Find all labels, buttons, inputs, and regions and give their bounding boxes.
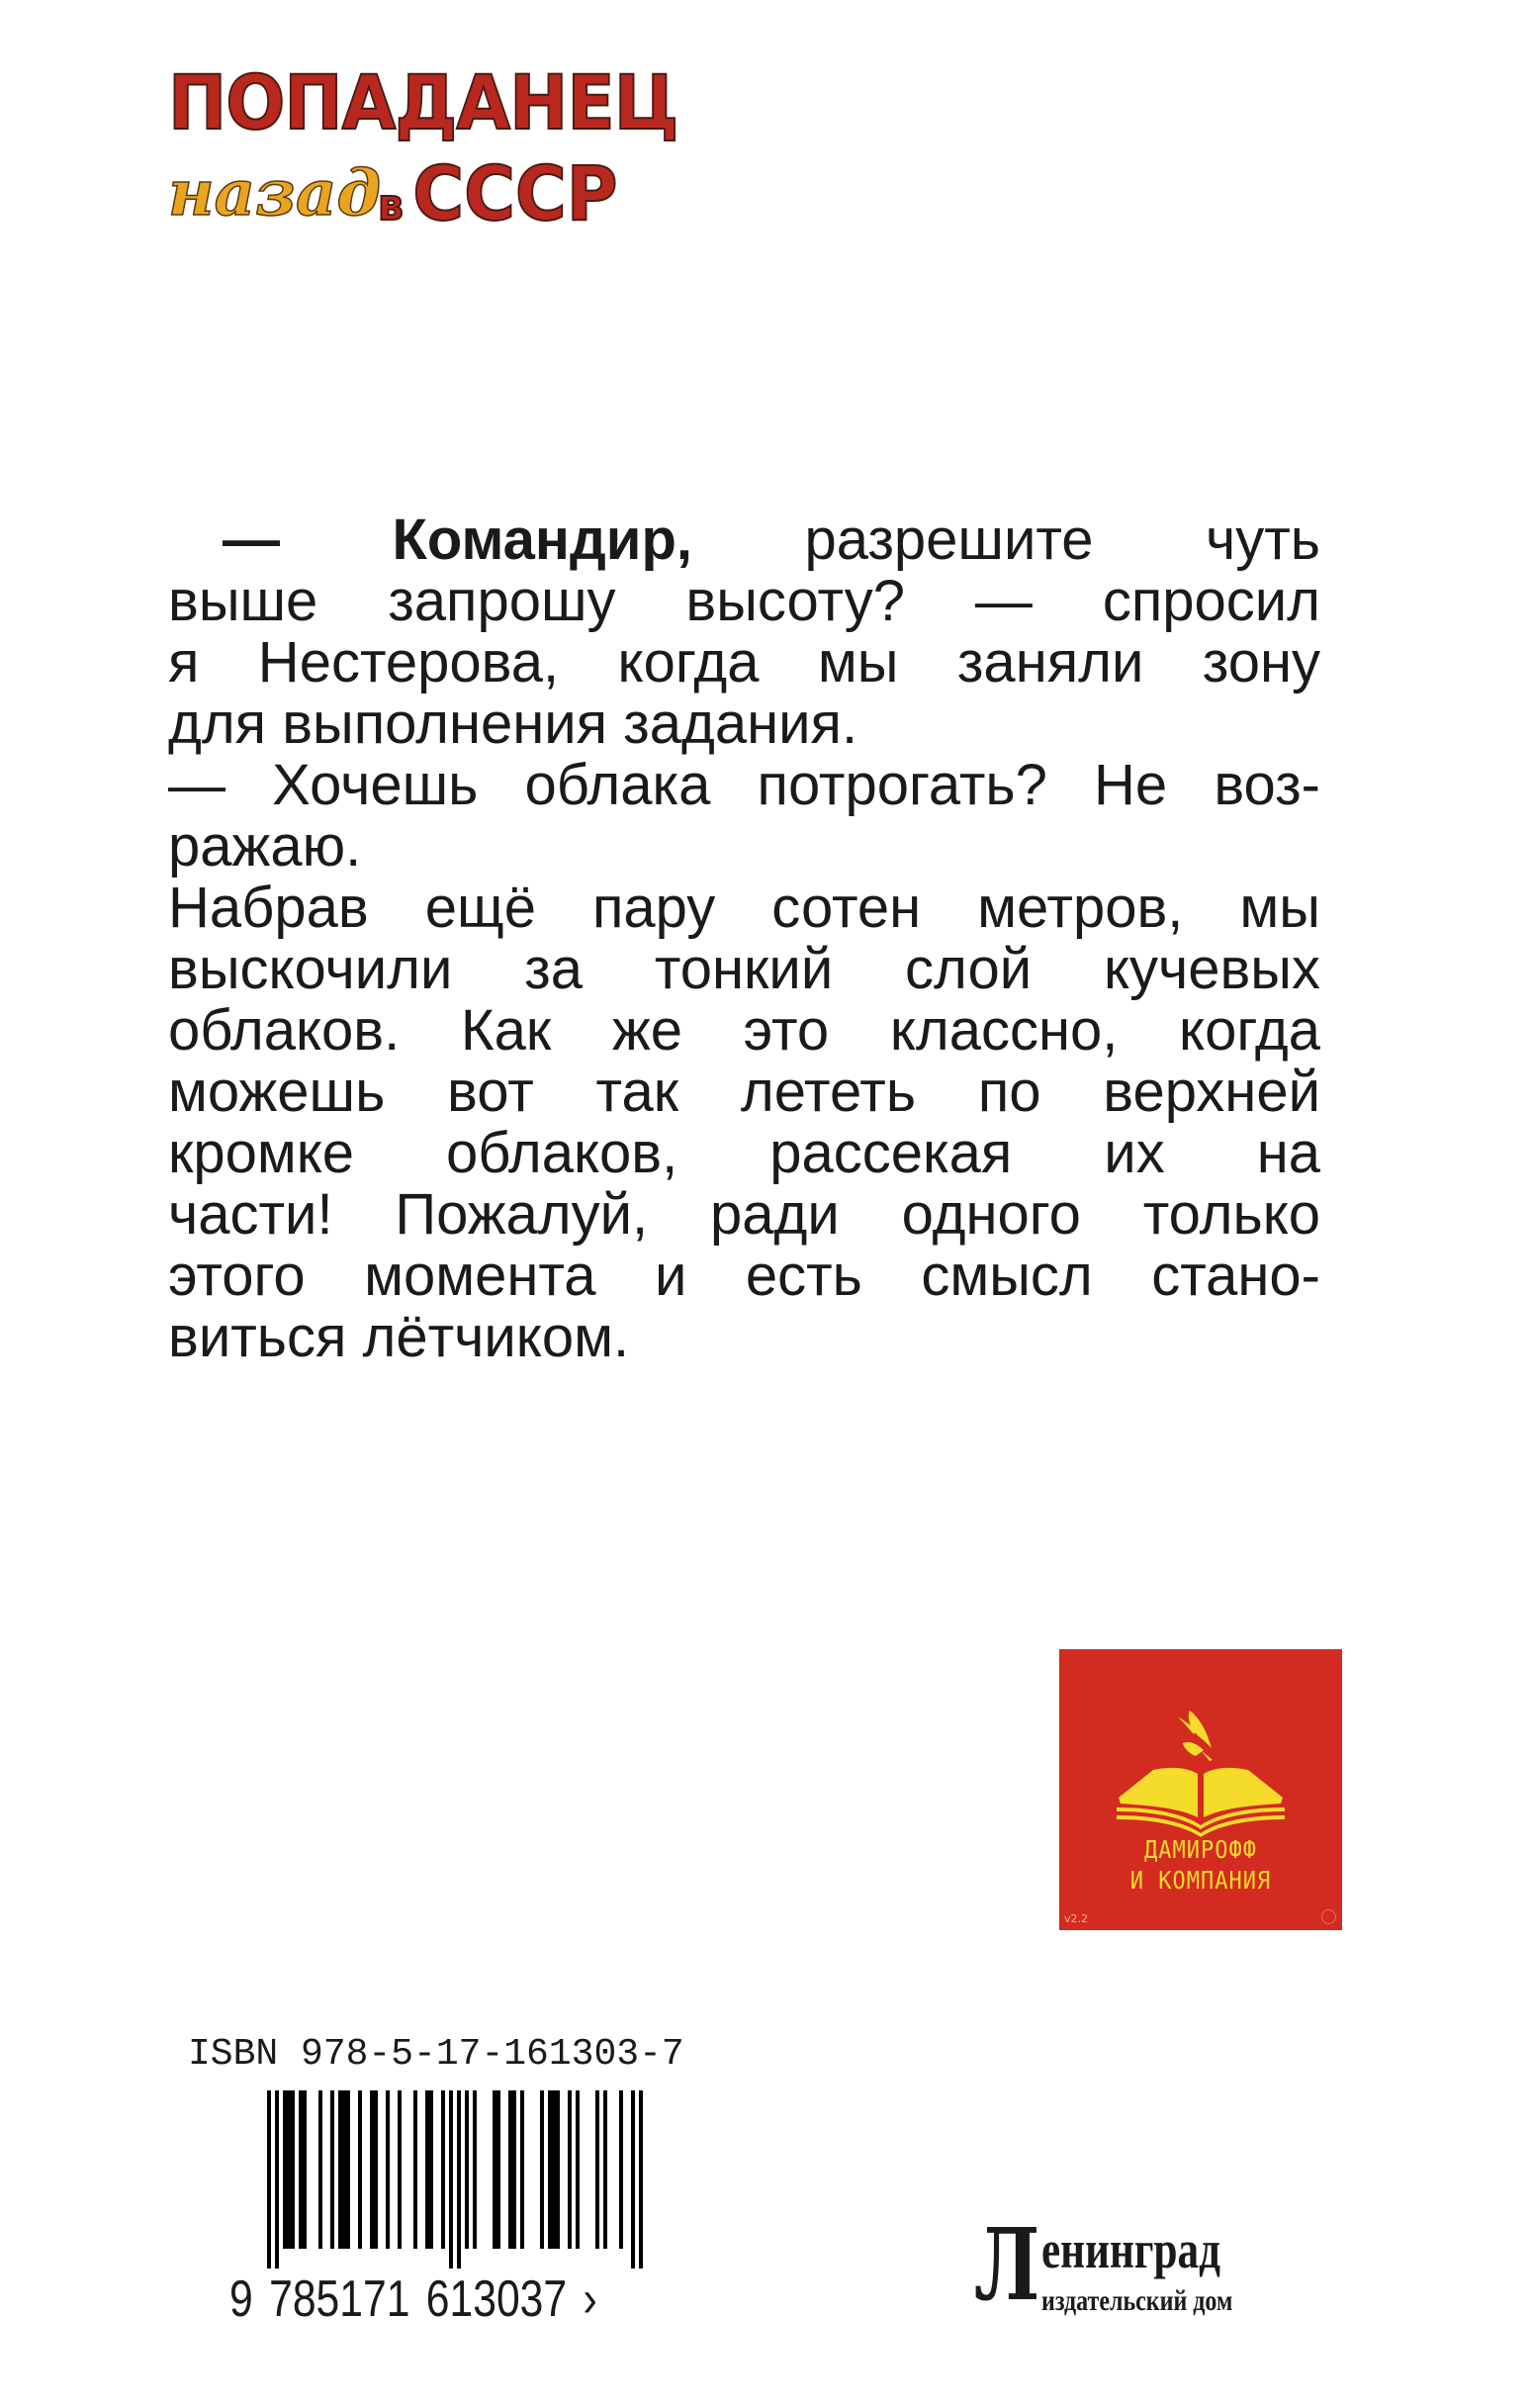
barcode-bar	[568, 2090, 572, 2249]
excerpt-line: части! Пожалуй, ради одного только	[168, 1182, 1320, 1247]
excerpt-line: — Хочешь облака потрогать? Не воз-	[168, 753, 1320, 817]
barcode-digits	[229, 2271, 613, 2327]
excerpt-line	[168, 509, 1320, 571]
barcode-bar	[639, 2090, 643, 2269]
barcode-digits-left: 785171	[269, 2270, 410, 2328]
excerpt-bold: — Командир,	[223, 508, 692, 572]
barcode-bar	[556, 2090, 560, 2249]
publisher-name	[1059, 1835, 1342, 1897]
barcode-bar	[631, 2090, 635, 2269]
barcode-bar	[429, 2090, 433, 2249]
barcode-bar	[283, 2090, 287, 2249]
barcode-bar	[552, 2090, 556, 2249]
barcode-bar	[465, 2090, 469, 2249]
excerpt-text	[168, 509, 1320, 1368]
series-title-line1: ПОПАДАНЕЦ	[168, 58, 678, 146]
publisher-badge	[1059, 1649, 1342, 1930]
series-script-word: назад	[168, 156, 381, 231]
barcode-bar	[619, 2090, 623, 2249]
imprint-logo	[974, 2206, 1350, 2323]
excerpt-line-rest: разрешите чуть	[691, 508, 1320, 572]
barcode-bar	[275, 2090, 279, 2269]
barcode-bar	[413, 2090, 417, 2249]
barcode-bar	[473, 2090, 477, 2249]
barcode-bar	[520, 2090, 524, 2249]
barcode-bar	[496, 2090, 500, 2249]
barcode-bar	[512, 2090, 516, 2249]
barcode-bar	[358, 2090, 362, 2249]
excerpt-line: этого момента и есть смысл стано-	[168, 1244, 1320, 1308]
barcode-bar	[303, 2090, 307, 2249]
barcode-bar	[595, 2090, 599, 2249]
excerpt-line: выше запрошу высоту? — спросил	[168, 569, 1320, 633]
barcode-bar	[493, 2090, 496, 2249]
barcode-bar	[398, 2090, 402, 2249]
barcode-bar	[318, 2090, 322, 2249]
publisher-name-line2: И КОМПАНИЯ	[1129, 1867, 1272, 1896]
barcode-bar	[338, 2090, 342, 2249]
excerpt-line: для выполнения задания.	[168, 692, 858, 756]
excerpt-line: виться лётчиком.	[168, 1305, 630, 1369]
barcode-bar	[342, 2090, 346, 2249]
barcode-bar	[603, 2090, 607, 2249]
publisher-name-line1: ДАМИРОФФ	[1144, 1836, 1257, 1865]
excerpt-line: можешь вот так лететь по верхней	[168, 1060, 1320, 1124]
barcode-bar	[330, 2090, 334, 2249]
imprint-subtitle: издательский дом	[1041, 2284, 1233, 2317]
series-title-line2	[378, 149, 618, 247]
barcode-digit-lead: 9	[229, 2270, 253, 2328]
barcode-bar	[267, 2090, 271, 2269]
book-quill-icon	[1059, 1649, 1342, 1837]
imprint-initial: Л	[974, 2206, 1040, 2323]
excerpt-line: кромке облаков, рассекая их на	[168, 1121, 1320, 1185]
barcode	[267, 2090, 653, 2269]
barcode-bar	[508, 2090, 512, 2249]
excerpt-line: я Нестерова, когда мы заняли зону	[168, 630, 1320, 695]
barcode-bar	[299, 2090, 303, 2249]
isbn-label: ISBN 978-5-17-161303-7	[188, 2033, 684, 2076]
quiet-zone-marker: ›	[583, 2270, 597, 2328]
series-country: СССР	[412, 149, 618, 237]
series-logo	[168, 58, 678, 249]
barcode-bar	[346, 2090, 350, 2249]
excerpt-line: облаков. Как же это классно, когда	[168, 998, 1320, 1063]
barcode-bar	[291, 2090, 295, 2249]
excerpt-line: Набрав ещё пару сотен метров, мы	[168, 876, 1320, 940]
barcode-bar	[576, 2090, 580, 2249]
crosshair-icon	[1321, 1909, 1336, 1924]
barcode-bar	[425, 2090, 429, 2249]
barcode-bar	[287, 2090, 291, 2249]
barcode-bar	[540, 2090, 544, 2249]
barcode-digits-right: 613037	[425, 2270, 568, 2328]
barcode-bar	[441, 2090, 445, 2249]
barcode-bar	[386, 2090, 390, 2249]
series-preposition: в	[378, 180, 404, 231]
barcode-bar	[370, 2090, 374, 2249]
barcode-bar	[449, 2090, 453, 2269]
barcode-bar	[548, 2090, 552, 2249]
excerpt-line: выскочили за тонкий слой кучевых	[168, 937, 1320, 1001]
barcode-bar	[374, 2090, 378, 2249]
version-label: v2.2	[1064, 1912, 1089, 1925]
imprint-name: енинград	[1041, 2220, 1220, 2279]
barcode-bar	[457, 2090, 461, 2269]
excerpt-line: ражаю.	[168, 814, 362, 879]
